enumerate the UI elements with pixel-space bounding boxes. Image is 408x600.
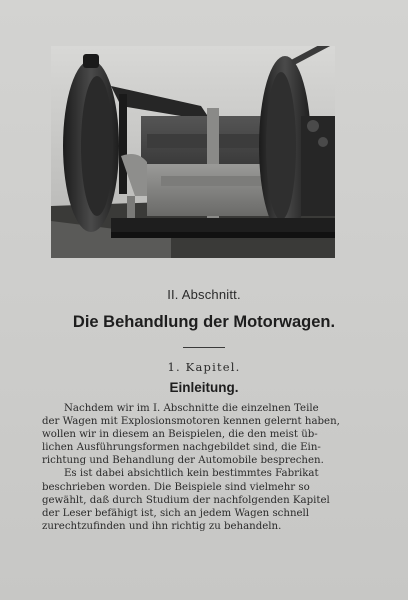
body-line: lichen Ausführungsformen nachgebildet sind, die Ein- bbox=[42, 442, 321, 454]
body-paragraph bbox=[42, 402, 372, 533]
body-line: gewählt, daß durch Studium der nachfolgenden Kapitel bbox=[42, 494, 330, 506]
main-title: Die Behandlung der Motorwagen. bbox=[72, 313, 336, 331]
sub-title: Einleitung. bbox=[169, 380, 239, 395]
body-line: Es ist dabei absichtlich kein bestimmtes Fabrikat bbox=[64, 468, 319, 480]
chapter-heading: 1. Kapitel. bbox=[167, 360, 241, 374]
section-heading: II. Abschnitt. bbox=[167, 287, 241, 302]
engine-illustration bbox=[51, 46, 335, 258]
body-line: zurechtzufinden und ihn richtig zu behandeln. bbox=[42, 520, 282, 532]
engine-photo bbox=[51, 46, 335, 258]
body-line: richtung und Behandlung der Automobile besprechen. bbox=[42, 455, 324, 467]
body-line: der Leser befähigt ist, sich an jedem Wagen schnell bbox=[42, 507, 310, 519]
title-divider bbox=[183, 347, 225, 348]
body-line: Nachdem wir im I. Abschnitte die einzelnen Teile bbox=[64, 403, 319, 414]
body-line: der Wagen mit Explosionsmotoren kennen gelernt haben, bbox=[42, 416, 340, 428]
body-line: wollen wir in diesem an Beispielen, die den meist üb- bbox=[42, 429, 318, 441]
body-line: beschrieben worden. Die Beispiele sind vielmehr so bbox=[42, 481, 310, 493]
